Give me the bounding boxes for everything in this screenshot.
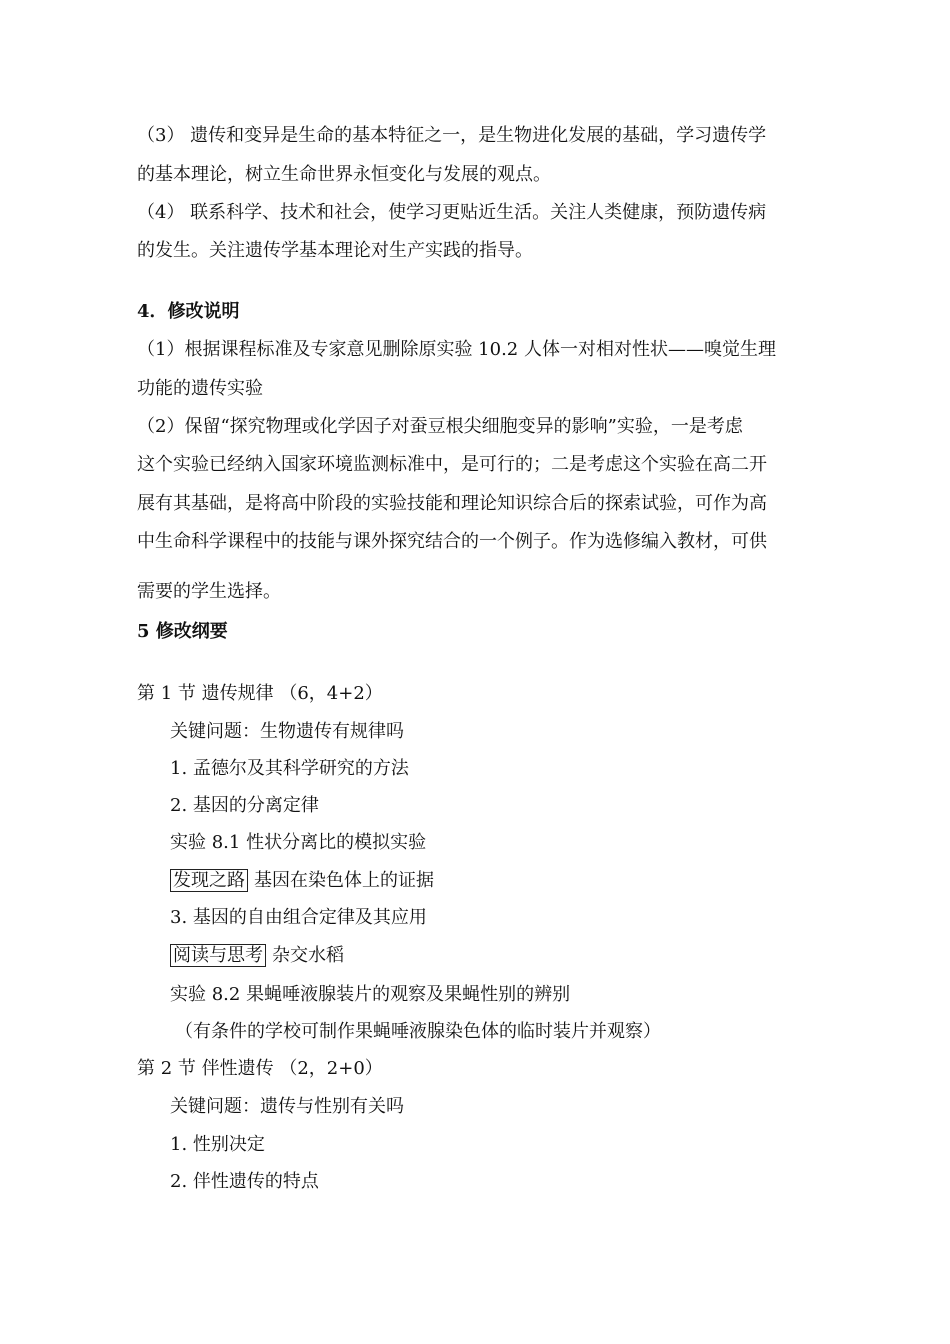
note-2-line-2: 这个实验已经纳入国家环境监测标准中，是可行的；二是考虑这个实验在高二开 xyxy=(137,454,767,475)
section-4-heading: 4．修改说明 xyxy=(137,301,240,322)
section-5-heading: 5 修改纲要 xyxy=(137,621,228,642)
chapter-2-item-2: 2. 伴性遗传的特点 xyxy=(170,1171,319,1192)
discovery-box-label: 发现之路 xyxy=(170,869,248,892)
note-2-line-3: 展有其基础，是将高中阶段的实验技能和理论知识综合后的探索试验，可作为高 xyxy=(137,493,767,514)
chapter-1-discovery xyxy=(170,869,434,893)
chapter-1-experiment-2-note: （有条件的学校可制作果蝇唾液腺染色体的临时装片并观察） xyxy=(175,1021,661,1042)
note-2-line-5: 需要的学生选择。 xyxy=(137,581,281,602)
chapter-1-item-2: 2. 基因的分离定律 xyxy=(170,795,319,816)
chapter-2-title: 第 2 节 伴性遗传 （2，2+0） xyxy=(137,1058,383,1079)
note-2-line-1: （2）保留“探究物理或化学因子对蚕豆根尖细胞变异的影响”实验，一是考虑 xyxy=(137,416,743,437)
chapter-1-item-3: 3. 基因的自由组合定律及其应用 xyxy=(170,907,427,928)
chapter-1-key-question: 关键问题：生物遗传有规律吗 xyxy=(170,721,404,742)
objective-3-line-2: 的基本理论，树立生命世界永恒变化与发展的观点。 xyxy=(137,164,551,185)
note-2-line-4: 中生命科学课程中的技能与课外探究结合的一个例子。作为选修编入教材，可供 xyxy=(137,531,767,552)
reading-text: 杂交水稻 xyxy=(272,945,344,966)
note-1-line-1: （1）根据课程标准及专家意见删除原实验 10.2 人体一对相对性状——嗅觉生理 xyxy=(137,339,776,360)
discovery-text: 基因在染色体上的证据 xyxy=(254,870,434,891)
objective-3-line-1: （3） 遗传和变异是生命的基本特征之一，是生物进化发展的基础，学习遗传学 xyxy=(137,125,767,146)
objective-4-line-2: 的发生。关注遗传学基本理论对生产实践的指导。 xyxy=(137,240,533,261)
note-1-line-2: 功能的遗传实验 xyxy=(137,378,263,399)
objective-4-line-1: （4） 联系科学、技术和社会，使学习更贴近生活。关注人类健康，预防遗传病 xyxy=(137,202,767,223)
chapter-1-reading xyxy=(170,944,344,968)
chapter-1-experiment-1: 实验 8.1 性状分离比的模拟实验 xyxy=(170,832,427,853)
chapter-1-item-1: 1. 孟德尔及其科学研究的方法 xyxy=(170,758,409,779)
reading-box-label: 阅读与思考 xyxy=(170,944,266,967)
chapter-1-title: 第 1 节 遗传规律 （6，4+2） xyxy=(137,683,383,704)
chapter-1-experiment-2: 实验 8.2 果蝇唾液腺装片的观察及果蝇性别的辨别 xyxy=(170,984,571,1005)
chapter-2-key-question: 关键问题：遗传与性别有关吗 xyxy=(170,1096,404,1117)
chapter-2-item-1: 1. 性别决定 xyxy=(170,1134,265,1155)
